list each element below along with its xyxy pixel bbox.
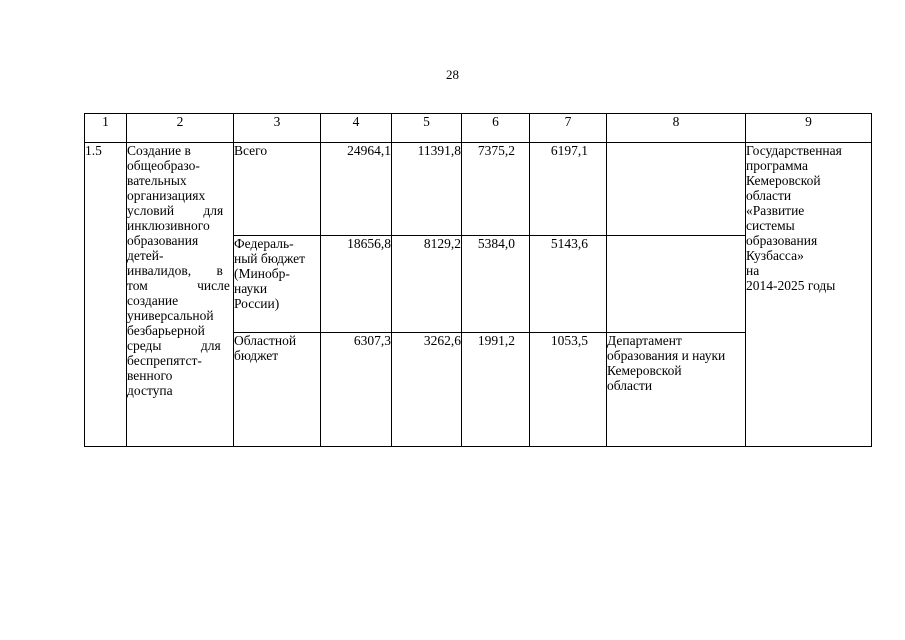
name-line: организациях [127, 188, 206, 203]
measure-name [127, 143, 234, 447]
name-line: вательных [127, 173, 187, 188]
executor [607, 143, 746, 236]
program-line: «Развитие [746, 203, 805, 218]
funding-source [234, 333, 321, 447]
header-col-1: 1 [85, 114, 127, 143]
state-program [746, 143, 872, 447]
value-col-6: 7375,2 [462, 143, 530, 236]
name-line: образования [127, 233, 199, 248]
source-line: (Минобр- [234, 266, 290, 281]
page-number: 28 [446, 67, 459, 82]
executor [607, 333, 746, 447]
header-col-7: 7 [530, 114, 607, 143]
header-col-5: 5 [392, 114, 462, 143]
value-col-5: 11391,8 [392, 143, 462, 236]
row-index: 1.5 [85, 143, 127, 447]
program-line: 2014-2025 годы [746, 278, 836, 293]
name-line: общеобразо- [127, 158, 200, 173]
value-col-4: 6307,3 [321, 333, 392, 447]
source-line: Всего [234, 143, 268, 158]
name-line: инвалидов, в [127, 263, 223, 278]
value-col-4: 18656,8 [321, 236, 392, 333]
header-col-4: 4 [321, 114, 392, 143]
program-line: образования [746, 233, 818, 248]
program-line: Государственная [746, 143, 842, 158]
name-line: беспрепятст- [127, 353, 202, 368]
program-line: системы [746, 218, 795, 233]
executor [607, 236, 746, 333]
executor-line: Кемеровской [607, 363, 682, 378]
value-col-5: 3262,6 [392, 333, 462, 447]
name-line: том числе [127, 278, 230, 293]
header-row [85, 114, 872, 143]
header-col-9: 9 [746, 114, 872, 143]
header-col-3: 3 [234, 114, 321, 143]
value-col-6: 5384,0 [462, 236, 530, 333]
name-line: доступа [127, 383, 173, 398]
source-line: России) [234, 296, 280, 311]
name-line: создание [127, 293, 179, 308]
source-line: Федераль- [234, 236, 294, 251]
program-line: Кузбасса» на [746, 248, 804, 278]
funding-source [234, 143, 321, 236]
value-col-6: 1991,2 [462, 333, 530, 447]
value-col-7: 5143,6 [530, 236, 607, 333]
header-col-6: 6 [462, 114, 530, 143]
value-col-7: 1053,5 [530, 333, 607, 447]
executor-line: области [607, 378, 653, 393]
executor-line: образования и науки [607, 348, 726, 363]
program-line: Кемеровской [746, 173, 821, 188]
source-line: бюджет [234, 348, 279, 363]
program-line: программа [746, 158, 808, 173]
table-row [85, 143, 872, 236]
source-line: науки [234, 281, 268, 296]
value-col-7: 6197,1 [530, 143, 607, 236]
name-line: универсальной [127, 308, 214, 323]
header-col-2: 2 [127, 114, 234, 143]
source-line: ный бюджет [234, 251, 306, 266]
name-line: Создание в [127, 143, 191, 158]
header-col-8: 8 [607, 114, 746, 143]
program-line: области [746, 188, 792, 203]
source-line: Областной [234, 333, 297, 348]
program-table [84, 113, 872, 447]
executor-line: Департамент [607, 333, 682, 348]
name-line: безбарьерной [127, 323, 205, 338]
name-line: условий для [127, 203, 224, 218]
name-line: среды для [127, 338, 221, 353]
value-col-4: 24964,1 [321, 143, 392, 236]
value-col-5: 8129,2 [392, 236, 462, 333]
name-line: детей- [127, 248, 164, 263]
name-line: инклюзивного [127, 218, 210, 233]
name-line: венного [127, 368, 173, 383]
funding-source [234, 236, 321, 333]
